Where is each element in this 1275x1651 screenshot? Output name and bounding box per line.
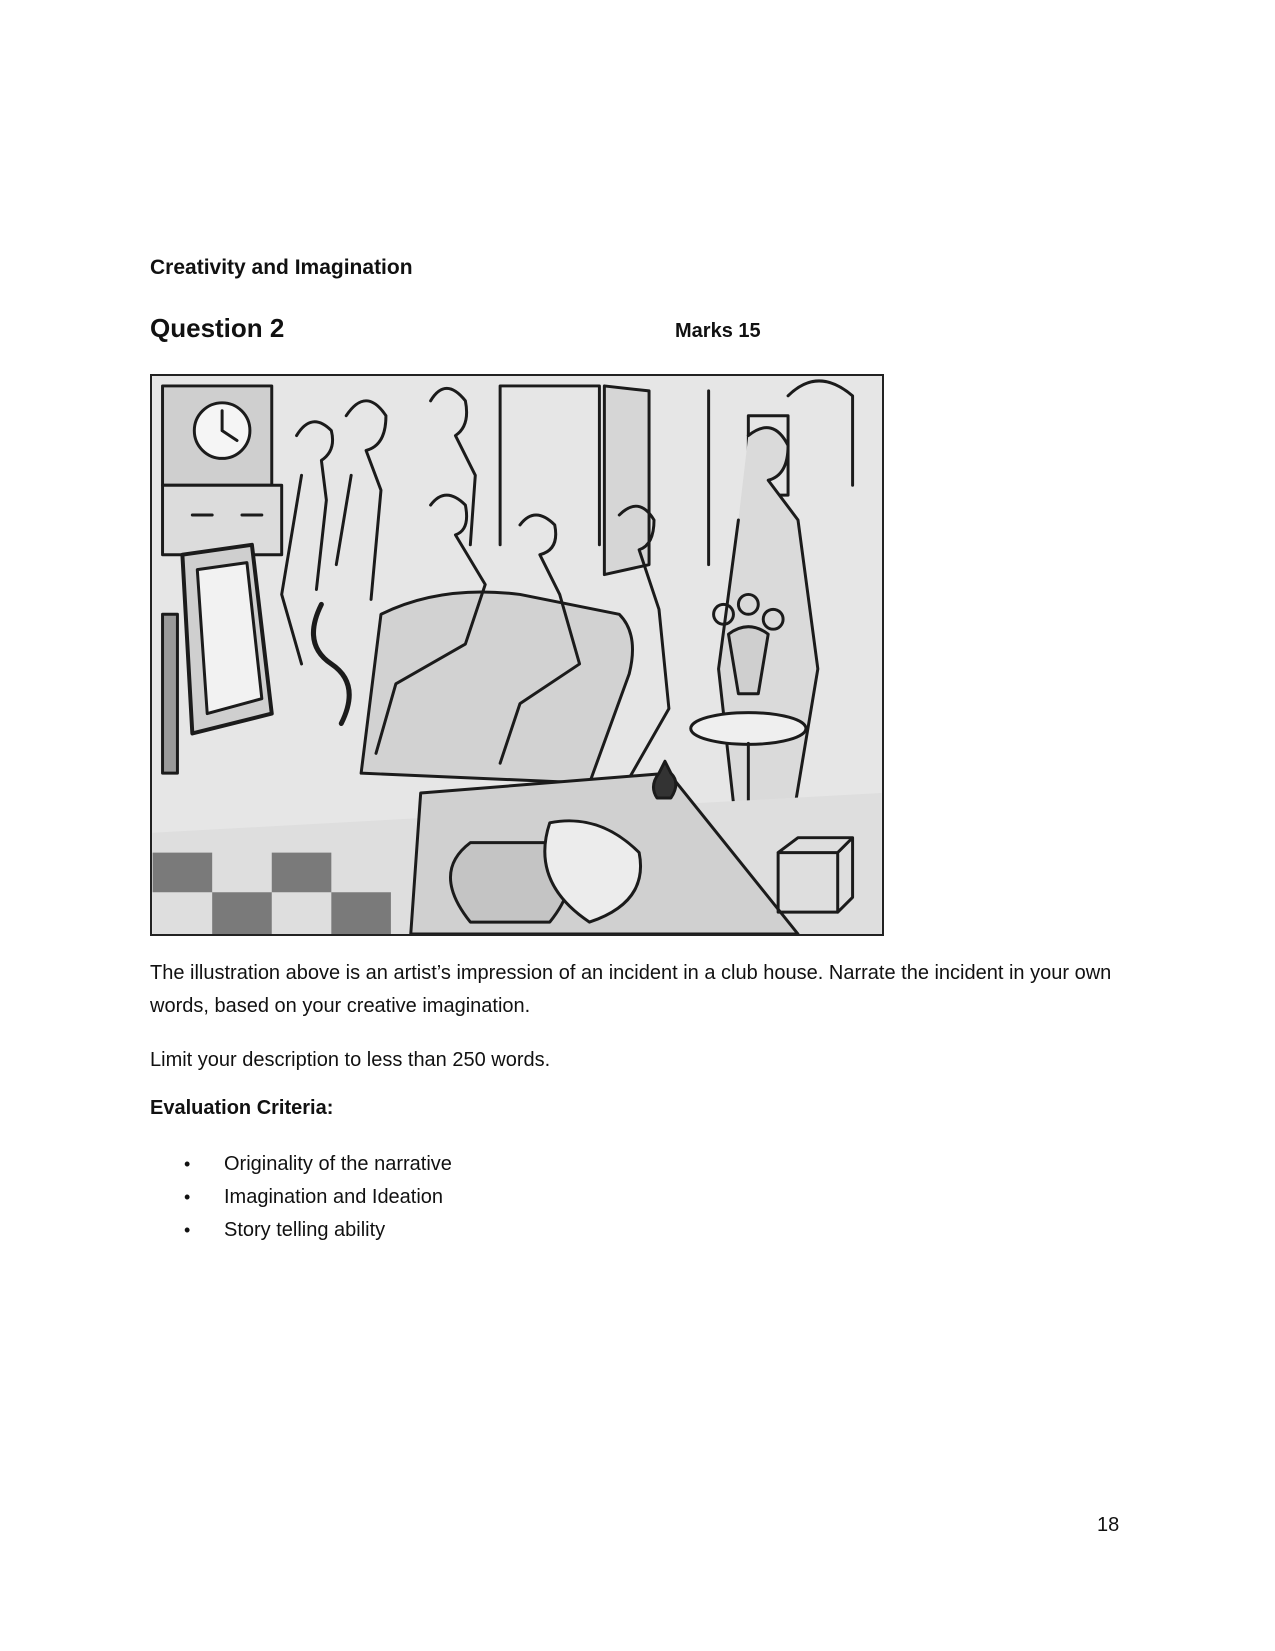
illustration-icon xyxy=(152,376,882,934)
list-item xyxy=(150,1214,452,1247)
page-number: 18 xyxy=(1097,1514,1120,1536)
bullet-icon: • xyxy=(184,1154,191,1174)
club-house-illustration xyxy=(150,374,884,936)
list-item xyxy=(150,1148,452,1181)
criteria-label: Originality of the narrative xyxy=(224,1153,452,1175)
criteria-heading: Evaluation Criteria: xyxy=(150,1097,334,1119)
list-item xyxy=(150,1181,452,1214)
question-title: Question 2 xyxy=(150,313,285,343)
criteria-label: Imagination and Ideation xyxy=(224,1186,444,1208)
instruction-paragraph: The illustration above is an artist’s impression of an incident in a club house. Narrate the incident in your own words, based on your creative imagination. xyxy=(150,962,1112,1017)
bullet-icon: • xyxy=(184,1220,191,1240)
criteria-list xyxy=(150,1148,452,1247)
section-heading: Creativity and Imagination xyxy=(150,256,413,279)
question-marks: Marks 15 xyxy=(675,320,761,342)
word-limit-paragraph: Limit your description to less than 250 words. xyxy=(150,1049,551,1071)
bullet-icon: • xyxy=(184,1187,191,1207)
criteria-label: Story telling ability xyxy=(224,1219,386,1241)
